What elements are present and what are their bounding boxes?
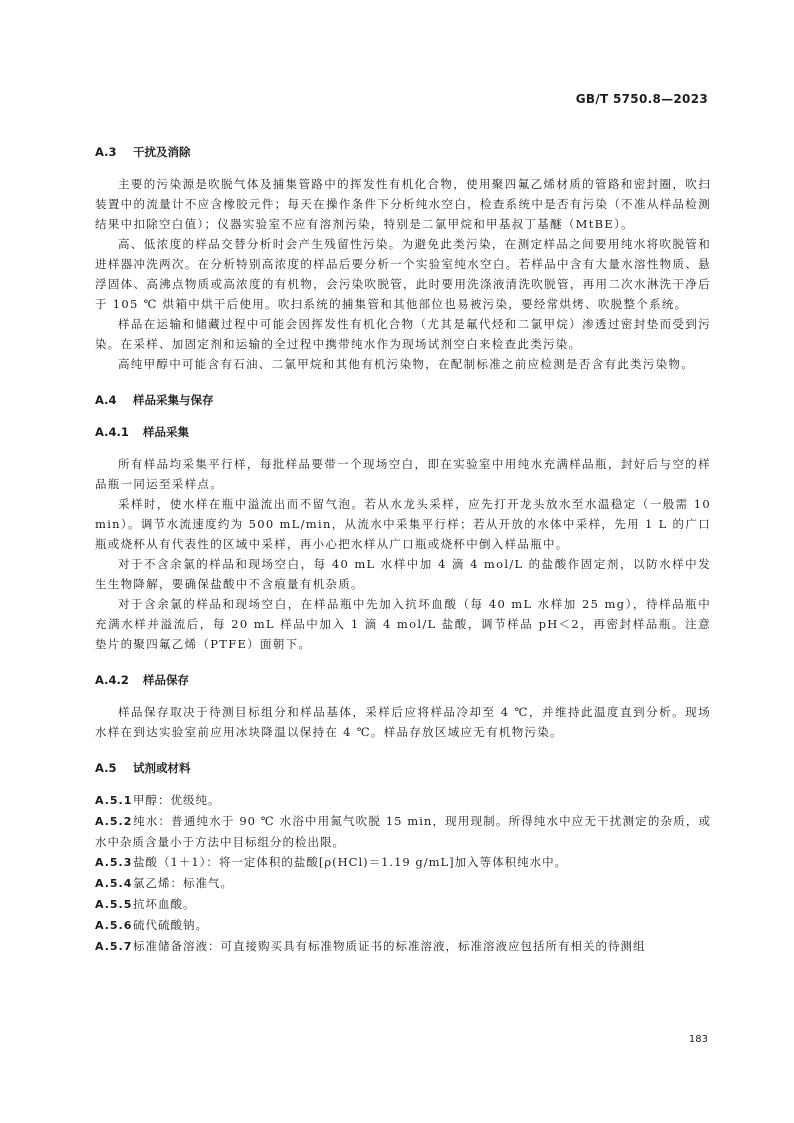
section-heading-a4: A.4 样品采集与保存: [95, 393, 214, 407]
section-heading-a41: A.4.1 样品采集: [95, 425, 189, 439]
paragraph: 高纯甲醇中可能含有石油、二氯甲烷和其他有机污染物，在配制标准之前应检测是否含有此类污染物。: [118, 357, 694, 371]
list-item: A.5.3盐酸（1＋1）：将一定体积的盐酸[ρ(HCl)＝1.19 g/mL]加入等体积纯水中。: [95, 855, 568, 869]
paragraph: 高、低浓度的样品交替分析时会产生残留性污染。为避免此类污染，在测定样品之间要用纯水将吹脱管和进样器冲洗两次。在分析特别高浓度的样品后要分析一个实验室纯水空白。若样品中含有大量水溶性物质、悬浮固体、高沸点物质或高浓度的有机物，会污染吹脱管，此时要用洗涤液清洗吹脱管，再用二次水淋洗干净后于 105 ℃ 烘箱中烘干后使用。吹扫系统的捕集管和其他部位也易被污染，要经常烘烤、吹脱整个系统。: [95, 237, 711, 311]
page-number: 183: [688, 1034, 708, 1045]
section-heading-a42: A.4.2 样品保存: [95, 673, 189, 687]
paragraph: 对于含余氯的样品和现场空白，在样品瓶中先加入抗坏血酸（每 40 mL 水样加 25 mg），待样品瓶中充满水样并溢流后，每 20 mL 样品中加入 1 滴 4 mol/L 盐酸，调节样品 pH＜2，再密封样品瓶。注意垫片的聚四氟乙烯（PTFE）面朝下。: [95, 597, 711, 651]
paragraph: 对于不含余氯的样品和现场空白，每 40 mL 水样中加 4 滴 4 mol/L 的盐酸作固定剂，以防水样中发生生物降解，要确保盐酸中不含痕量有机杂质。: [95, 557, 711, 591]
list-item: A.5.6硫代硫酸钠。: [95, 918, 208, 932]
paragraph: 样品在运输和储藏过程中可能会因挥发性有机化合物（尤其是氟代烃和二氯甲烷）渗透过密封垫而受到污染。在采样、加固定剂和运输的全过程中携带纯水作为现场试剂空白来检查此类污染。: [95, 317, 711, 351]
document-body: [95, 142, 711, 957]
paragraph: 样品保存取决于待测目标组分和样品基体，采样后应将样品冷却至 4 ℃，并维持此温度直到分析。现场水样在到达实验室前应用冰块降温以保持在 4 ℃。样品存放区域应无有机物污染。: [95, 705, 711, 739]
list-item: A.5.5抗坏血酸。: [95, 897, 196, 911]
section-heading-a5: A.5 试剂或材料: [95, 761, 191, 775]
list-item: A.5.2纯水：普通纯水于 90 ℃ 水浴中用氮气吹脱 15 min，现用现制。所得纯水中应无干扰测定的杂质，或水中杂质含量小于方法中目标组分的检出限。: [95, 814, 711, 849]
paragraph: 采样时，使水样在瓶中溢流出而不留气泡。若从水龙头采样，应先打开龙头放水至水温稳定（一般需 10 min）。调节水流速度约为 500 mL/min，从流水中采集平行样；若从开放的水体中采样，先用 1 L 的广口瓶或烧杯从有代表性的区域中采样，再小心把水样从广口瓶或烧杯中倒入样品瓶中。: [95, 497, 711, 551]
standard-number: GB/T 5750.8—2023: [575, 92, 708, 106]
paragraph: 所有样品均采集平行样，每批样品要带一个现场空白，即在实验室中用纯水充满样品瓶，封好后与空的样品瓶一同运至采样点。: [95, 457, 711, 491]
list-item: A.5.1甲醇：优级纯。: [95, 793, 221, 807]
section-heading-a3: A.3 干扰及消除: [95, 145, 191, 159]
list-item: A.5.7标准储备溶液：可直接购买具有标准物质证书的标准溶液，标准溶液应包括所有相关的待测组: [95, 939, 646, 953]
paragraph: 主要的污染源是吹脱气体及捕集管路中的挥发性有机化合物，使用聚四氟乙烯材质的管路和密封圈，吹扫装置中的流量计不应含橡胶元件；每天在操作条件下分析纯水空白，检查系统中是否有污染（不准从样品检测结果中扣除空白值）；仪器实验室不应有溶剂污染，特别是二氯甲烷和甲基叔丁基醚（MtBE）。: [95, 177, 711, 231]
list-item: A.5.4氯乙烯：标准气。: [95, 876, 233, 890]
